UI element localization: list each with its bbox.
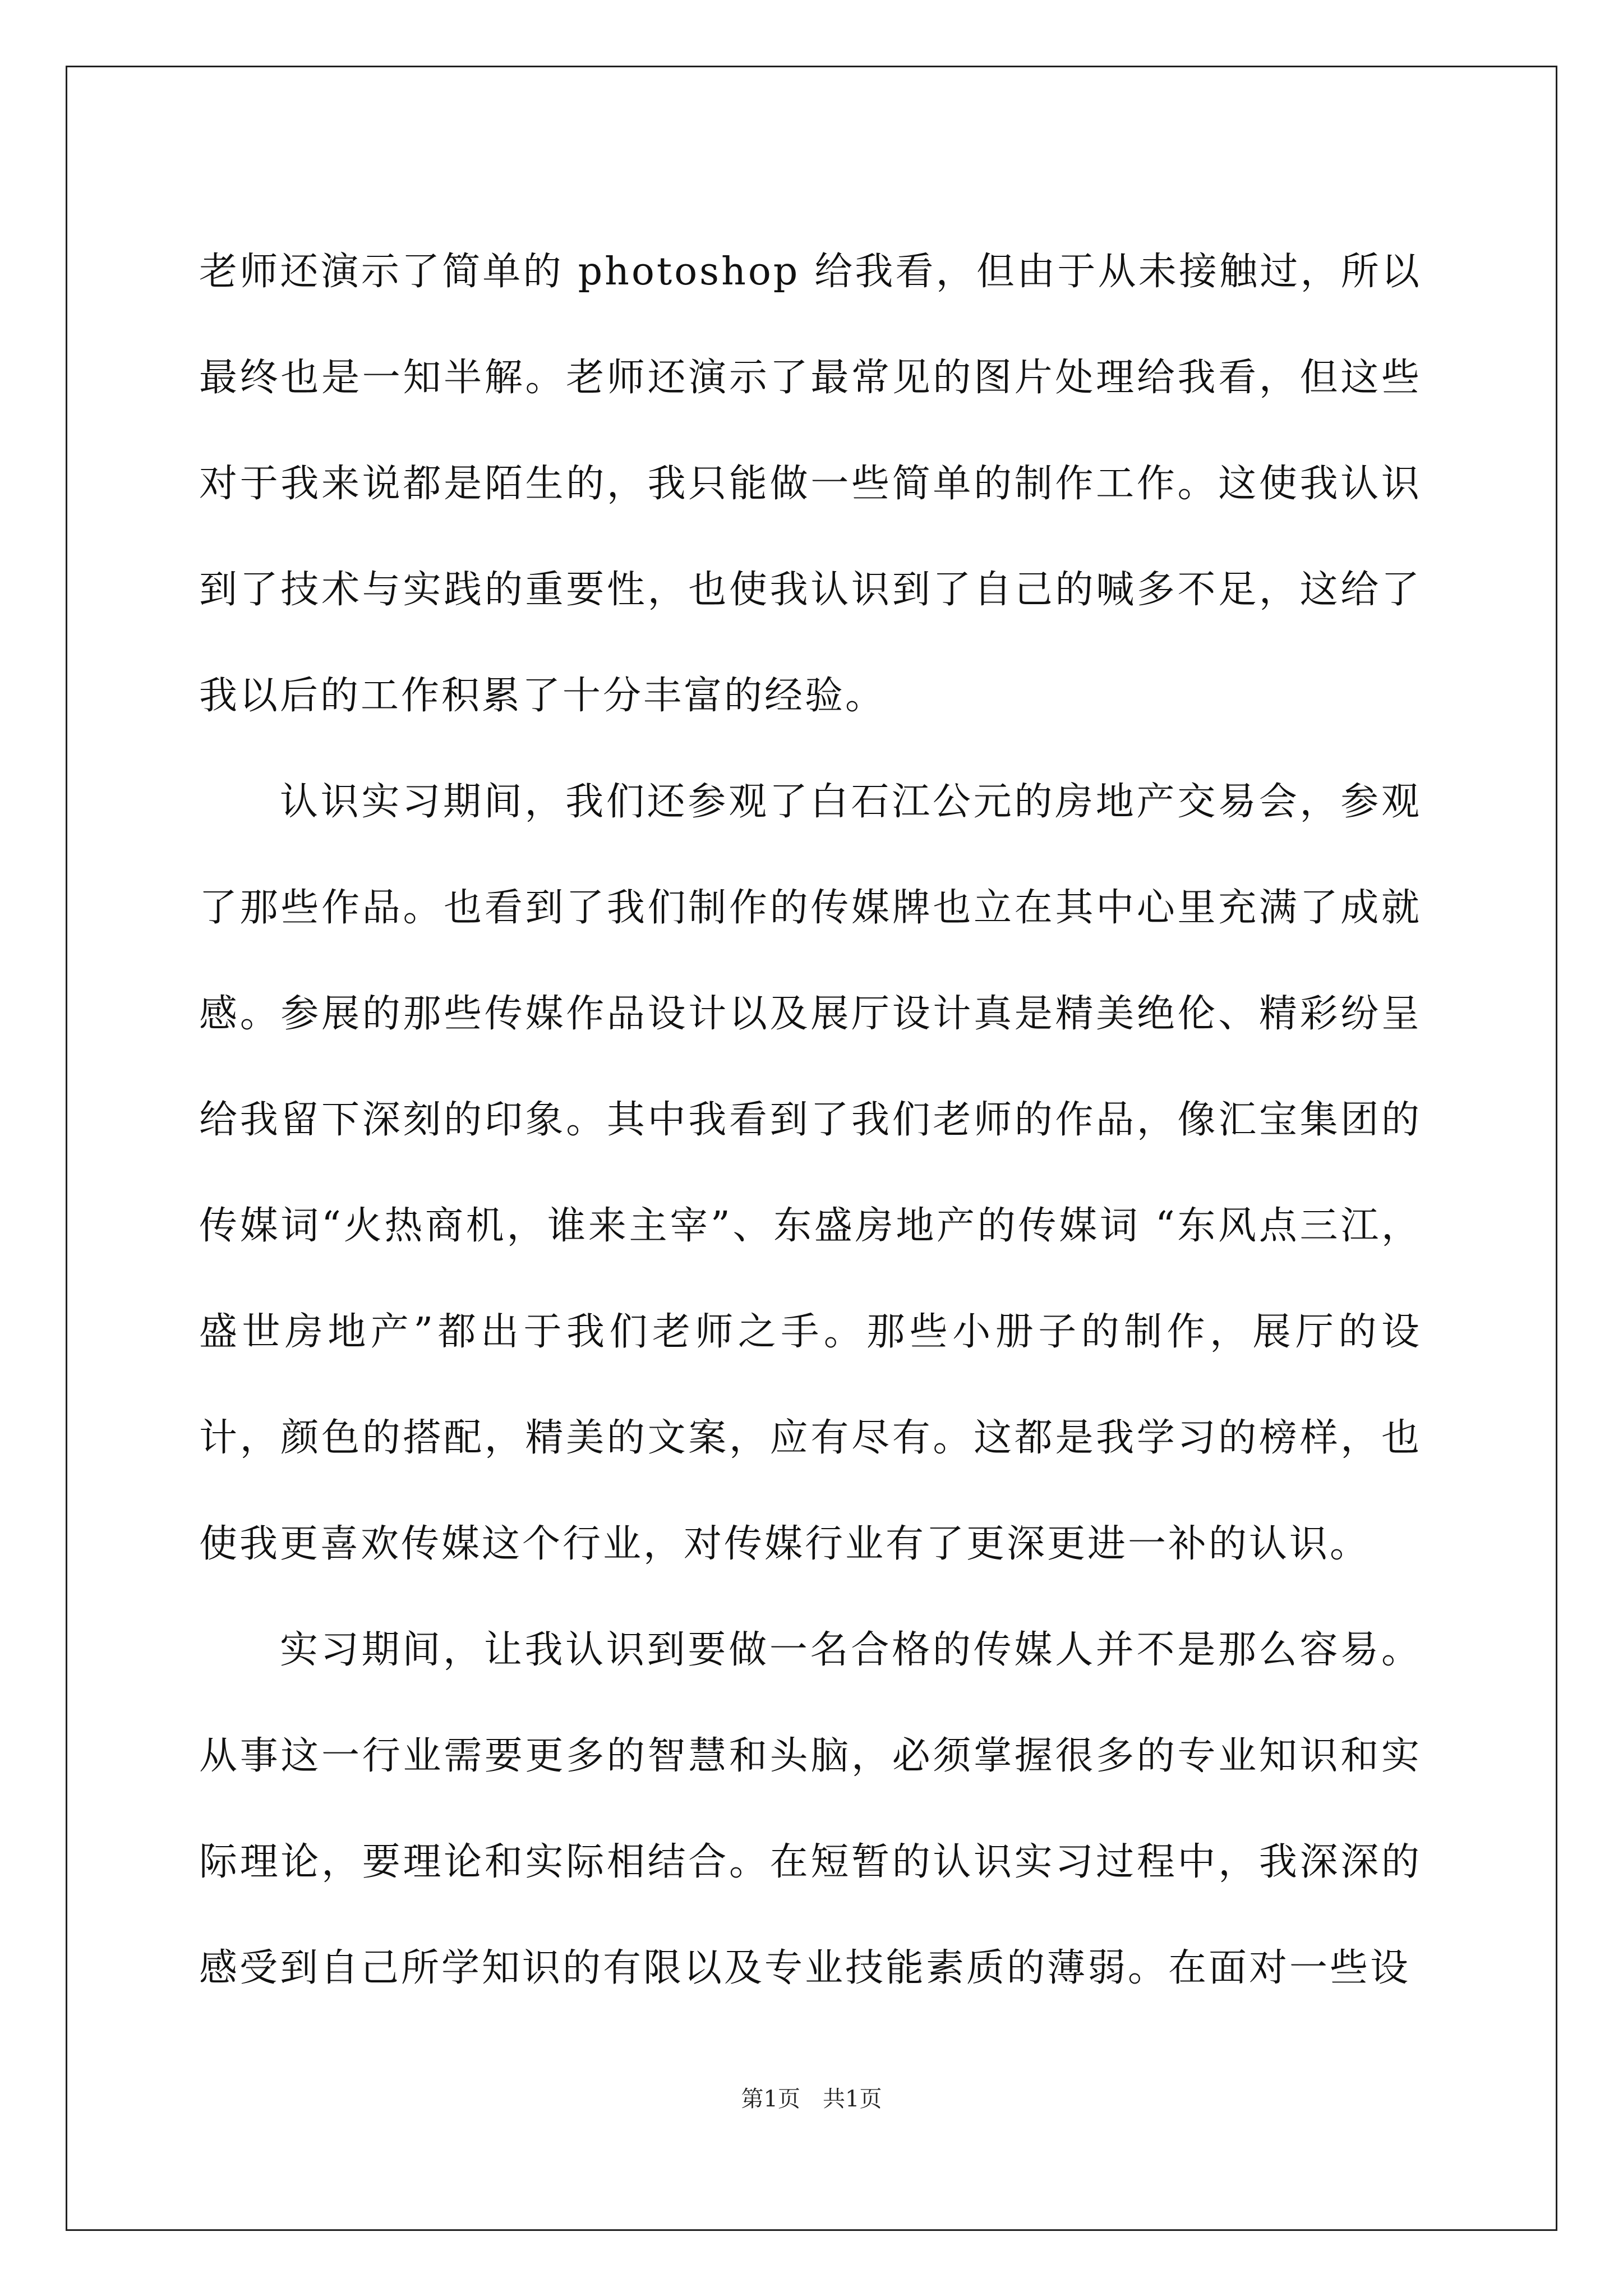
- page-number-footer: 第1页 共1页: [741, 2086, 882, 2112]
- paragraph-1: 老师还演示了简单的 photoshop 给我看，但由于从未接触过，所以最终也是一知半解。老师还演示了最常见的图片处理给我看，但这些对于我来说都是陌生的，我只能做一些简单的制作工作。这使我认识到了技术与实践的重要性，也使我认识到了自己的喊多不足，这给了我以后的工作积累了十分丰富的经验。: [199, 250, 1422, 718]
- document-body: [199, 219, 1422, 2021]
- paragraph-3: 实习期间，让我认识到要做一名合格的传媒人并不是那么容易。从事这一行业需要更多的智慧和头脑，必须掌握很多的专业知识和实际理论，要理论和实际相结合。在短暂的认识实习过程中，我深深的感受到自己所学知识的有限以及专业技能素质的薄弱。在面对一些设: [199, 1628, 1422, 1990]
- paragraph-2: 认识实习期间，我们还参观了白石江公元的房地产交易会，参观了那些作品。也看到了我们制作的传媒牌也立在其中心里充满了成就感。参展的那些传媒作品设计以及展厅设计真是精美绝伦、精彩纷呈给我留下深刻的印象。其中我看到了我们老师的作品，像汇宝集团的传媒词“火热商机，谁来主宰”、东盛房地产的传媒词 “东风点三江，盛世房地产”都出于我们老师之手。那些小册子的制作，展厅的设计，颜色的搭配，精美的文案，应有尽有。这都是我学习的榜样，也使我更喜欢传媒这个行业，对传媒行业有了更深更进一补的认识。: [199, 780, 1422, 1566]
